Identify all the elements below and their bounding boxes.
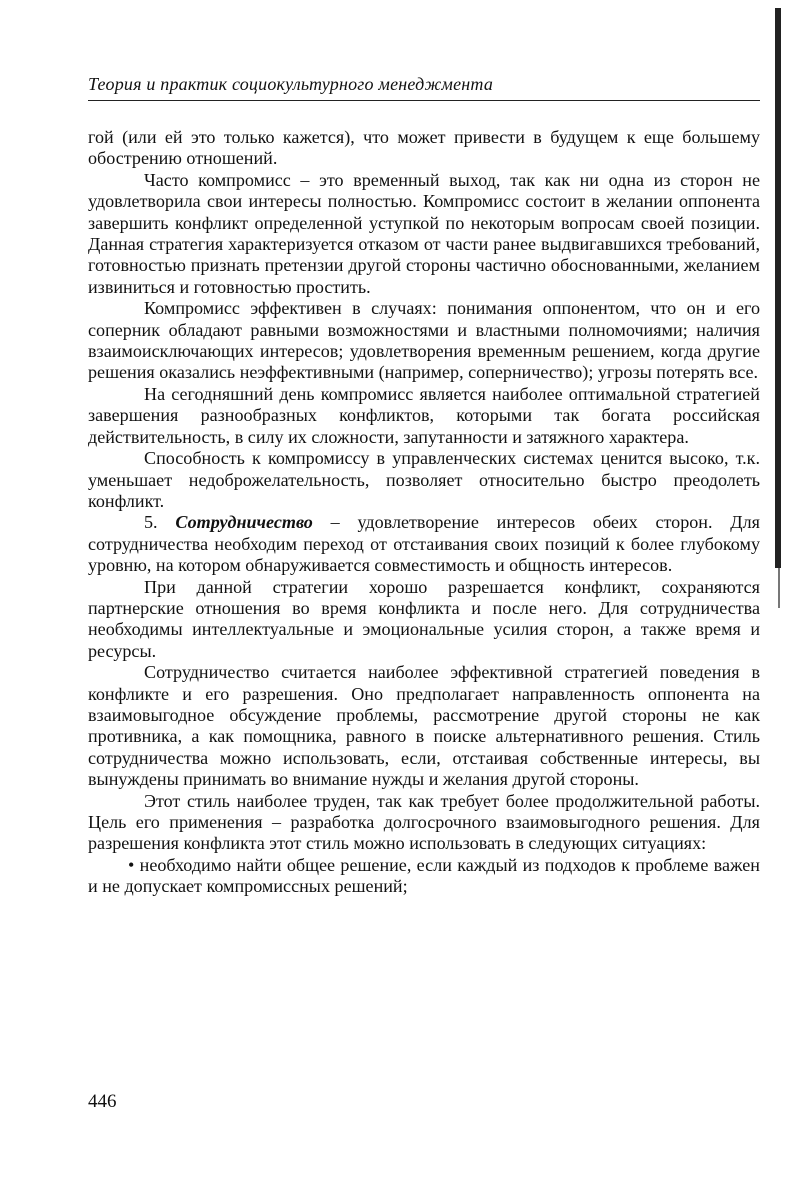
- bullet-text: необходимо найти общее решение, если каждый из подходов к проблеме важен и не допускает компромиссных решений;: [88, 854, 760, 897]
- page-body: [88, 127, 760, 898]
- bullet-mark: •: [128, 854, 135, 875]
- scan-edge-shadow-tail: [778, 568, 780, 608]
- paragraph-cooperation-definition: [88, 512, 760, 576]
- paragraph-cooperation-strategy: При данной стратегии хорошо разрешается конфликт, сохраняются партнерские отношения во время конфликта и после него. Для сотрудничества необходимы интеллектуальные и эмоциональные усилия сторон, а также время и ресурсы.: [88, 576, 760, 661]
- paragraph-compromise-temporary: Часто компромисс – это временный выход, так как ни одна из сторон не удовлетворила свои интересы полностью. Компромисс состоит в желании оппонента завершить конфликт определенной уступкой по некоторым вопросам своей позиции. Данная стратегия характеризуется отказом от части ранее выдвигавшихся требований, готовностью признать претензии другой стороны частично обоснованными, желанием извиниться и готовностью простить.: [88, 169, 760, 297]
- running-header: Теория и практик социокультурного менеджмента: [88, 72, 760, 101]
- definition-text: – удовлетворение интересов обеих сторон. Для сотрудничества необходим переход от отстаивания своих позиций к более глубокому уровню, на котором обнаруживается совместимость и общность интересов.: [88, 512, 760, 576]
- paragraph-cooperation-effective: Сотрудничество считается наиболее эффективной стратегией поведения в конфликте и его разрешения. Оно предполагает направленность оппонента на взаимовыгодное обсуждение проблемы, рассмотрение другой стороны не как противника, а как помощника, равного в поиске альтернативного решения. Стиль сотрудничества можно использовать, если, отстаивая собственные интересы, вы вынуждены принимать во внимание нужды и желания другой стороны.: [88, 662, 760, 790]
- paragraph-compromise-optimal: На сегодняшний день компромисс является наиболее оптимальной стратегией завершения разнообразных конфликтов, которыми так богата российская действительность, в силу их сложности, запутанности и затяжного характера.: [88, 383, 760, 447]
- bullet-item: [88, 855, 760, 898]
- paragraph-compromise-ability: Способность к компромиссу в управленческих системах ценится высоко, т.к. уменьшает недоброжелательность, позволяет относительно быстро преодолеть конфликт.: [88, 448, 760, 511]
- paragraph-compromise-effective: Компромисс эффективен в случаях: понимания оппонентом, что он и его соперник обладают равными возможностями и властными полномочиями; наличия взаимоисключающих интересов; удовлетворения временным решением, когда другие решения оказались неэффективными (например, соперничество); угрозы потерять все.: [88, 298, 760, 383]
- list-number: 5.: [144, 512, 158, 533]
- term-cooperation: Сотрудничество: [175, 512, 313, 533]
- scan-edge-shadow: [775, 8, 781, 568]
- page-number: 446: [88, 1091, 117, 1112]
- paragraph-continued: гой (или ей это только кажется), что может привести в будущем к еще большему обострению отношений.: [88, 127, 760, 169]
- paragraph-cooperation-difficult: Этот стиль наиболее труден, так как требует более продолжительной работы. Цель его применения – разработка долгосрочного взаимовыгодного решения. Для разрешения конфликта этот стиль можно использовать в следующих ситуациях:: [88, 790, 760, 854]
